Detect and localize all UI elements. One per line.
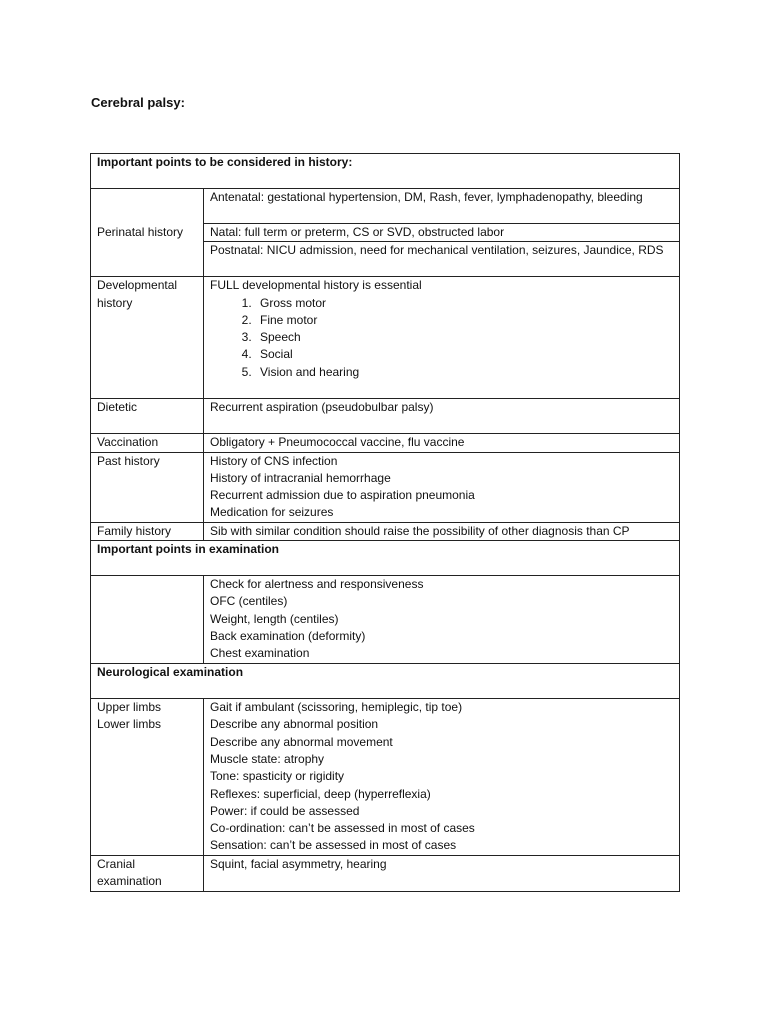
table-row bbox=[91, 522, 680, 540]
dietetic-text: Recurrent aspiration (pseudobulbar palsy) bbox=[204, 399, 680, 434]
list-item: 2. Fine motor bbox=[255, 312, 673, 329]
neuro-line: Tone: spasticity or rigidity bbox=[210, 769, 345, 784]
general-exam-line: Chest examination bbox=[210, 646, 310, 661]
natal-text: Natal: full term or preterm, CS or SVD, obstructed labor bbox=[210, 225, 505, 239]
antenatal-cell bbox=[204, 189, 680, 224]
examination-header-row bbox=[91, 541, 680, 576]
past-history-line: Recurrent admission due to aspiration pneumonia bbox=[210, 488, 475, 503]
neuro-line: Co-ordination: can’t be assessed in most of cases bbox=[210, 821, 475, 836]
general-exam-line: Back examination (deformity) bbox=[210, 628, 366, 643]
vaccination-text: Obligatory + Pneumococcal vaccine, flu vaccine bbox=[204, 434, 680, 452]
general-exam-line: OFC (centiles) bbox=[210, 594, 288, 609]
examination-header: Important points in examination bbox=[91, 541, 680, 576]
table-row bbox=[91, 699, 680, 856]
table-row bbox=[91, 576, 680, 664]
past-history-label: Past history bbox=[91, 452, 204, 522]
antenatal-text: Antenatal: gestational hypertension, DM, Rash, fever, lymphadenopathy, bleeding bbox=[210, 190, 643, 204]
neuro-line: Reflexes: superficial, deep (hyperreflexia) bbox=[210, 786, 431, 801]
cranial-text: Squint, facial asymmetry, hearing bbox=[204, 856, 680, 892]
cranial-label-line-1: Cranial bbox=[97, 857, 136, 872]
developmental-label-line-1: Developmental bbox=[97, 278, 178, 293]
table-row bbox=[91, 189, 680, 224]
cerebral-palsy-table bbox=[90, 153, 680, 892]
family-history-text: Sib with similar condition should raise the possibility of other diagnosis than CP bbox=[210, 523, 630, 538]
neuro-cell bbox=[204, 699, 680, 856]
developmental-label-line-2: history bbox=[97, 295, 133, 310]
neuro-line: Power: if could be assessed bbox=[210, 803, 360, 818]
list-item: 5. Vision and hearing bbox=[255, 364, 673, 381]
postnatal-text: Postnatal: NICU admission, need for mechanical ventilation, seizures, Jaundice, RDS bbox=[210, 243, 664, 258]
table-row bbox=[91, 856, 680, 892]
neuro-line: Describe any abnormal position bbox=[210, 717, 379, 732]
general-exam-line: Weight, length (centiles) bbox=[210, 611, 339, 626]
table-row bbox=[91, 399, 680, 434]
neuro-header: Neurological examination bbox=[91, 664, 680, 699]
developmental-list bbox=[210, 295, 673, 381]
neuro-label bbox=[91, 699, 204, 856]
past-history-line: History of intracranial hemorrhage bbox=[210, 470, 391, 485]
table-row bbox=[91, 434, 680, 452]
list-item: 3. Speech bbox=[255, 329, 673, 346]
document-title: Cerebral palsy: bbox=[91, 95, 185, 110]
cranial-label-line-2: examination bbox=[97, 874, 162, 889]
history-header-row bbox=[91, 154, 680, 189]
neuro-line: Muscle state: atrophy bbox=[210, 751, 325, 766]
table-row bbox=[91, 277, 680, 399]
developmental-cell bbox=[204, 277, 680, 399]
list-item: 1. Gross motor bbox=[255, 295, 673, 312]
general-exam-cell bbox=[204, 576, 680, 664]
family-history-cell bbox=[204, 522, 680, 540]
neuro-line: Gait if ambulant (scissoring, hemiplegic, tip toe) bbox=[210, 700, 463, 715]
neuro-header-row bbox=[91, 664, 680, 699]
general-exam-label bbox=[91, 576, 204, 664]
neuro-line: Sensation: can’t be assessed in most of cases bbox=[210, 838, 457, 853]
general-exam-line: Check for alertness and responsiveness bbox=[210, 577, 424, 592]
lower-limbs-label: Lower limbs bbox=[97, 717, 162, 732]
upper-limbs-label: Upper limbs bbox=[97, 700, 162, 715]
vaccination-label: Vaccination bbox=[91, 434, 204, 452]
past-history-line: Medication for seizures bbox=[210, 505, 334, 520]
history-header: Important points to be considered in history: bbox=[91, 154, 680, 189]
neuro-line: Describe any abnormal movement bbox=[210, 734, 393, 749]
developmental-label bbox=[91, 277, 204, 399]
family-history-label: Family history bbox=[91, 522, 204, 540]
list-item: 4. Social bbox=[255, 346, 673, 363]
perinatal-label: Perinatal history bbox=[91, 189, 204, 277]
table-row bbox=[91, 452, 680, 522]
postnatal-cell bbox=[204, 242, 680, 277]
past-history-cell bbox=[204, 452, 680, 522]
past-history-line: History of CNS infection bbox=[210, 453, 338, 468]
developmental-intro: FULL developmental history is essential bbox=[210, 278, 422, 293]
natal-cell bbox=[204, 224, 680, 242]
dietetic-label: Dietetic bbox=[91, 399, 204, 434]
cranial-label bbox=[91, 856, 204, 892]
